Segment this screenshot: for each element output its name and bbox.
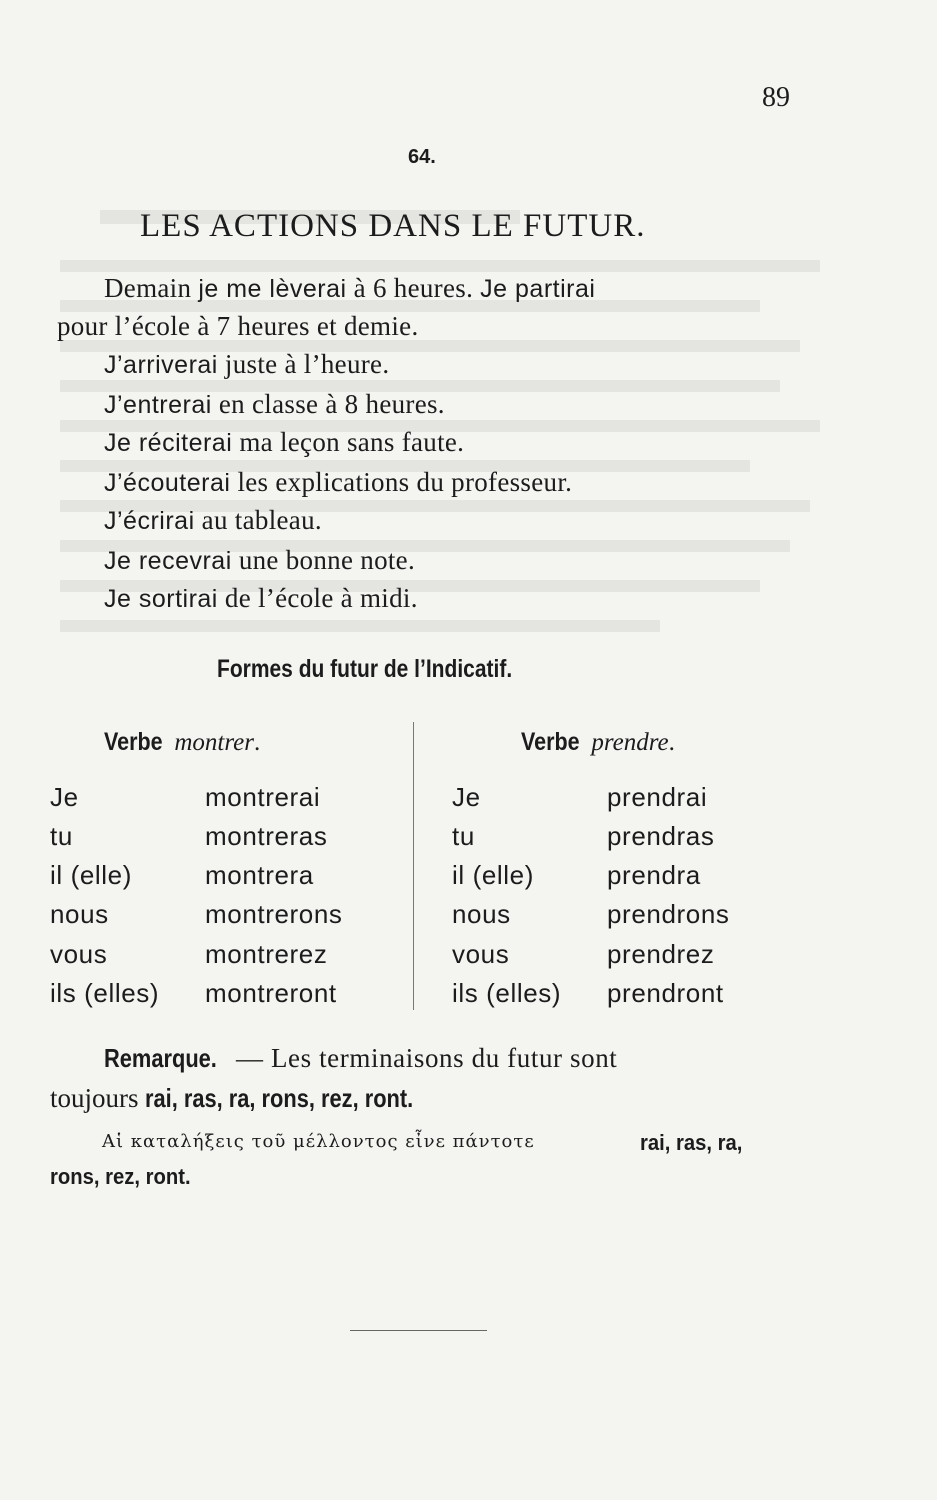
pronoun-cell: Je — [50, 782, 79, 812]
pronoun-cell: il (elle) — [50, 860, 132, 890]
verb-phrase: Je sortirai — [104, 585, 218, 613]
remark-text-2: toujours — [50, 1083, 146, 1113]
verb-form-cell: prendras — [607, 821, 715, 851]
paragraph-line — [104, 427, 464, 458]
forms-heading: Formes du futur de l’Indicatif. — [217, 655, 513, 683]
sentence-text: au tableau. — [194, 505, 322, 535]
verb-phrase: Je recevrai — [104, 547, 232, 575]
remark-line-1 — [104, 1043, 238, 1074]
verb-form-cell: montrerez — [205, 939, 328, 969]
paragraph-line — [57, 311, 419, 342]
pronoun-cell: il (elle) — [452, 860, 534, 890]
remark-text-1: — Les terminaisons du futur sont — [236, 1043, 618, 1073]
verb-form-cell: prendront — [607, 978, 724, 1008]
column-divider — [413, 722, 414, 1010]
greek-note-text: Αἱ καταλήξεις τοῦ μέλλοντος εἶνε πάντοτε — [102, 1131, 535, 1152]
paragraph-line — [104, 273, 595, 304]
remark-endings: rai, ras, ra, rons, rez, ront. — [145, 1083, 414, 1113]
pronoun-cell: tu — [50, 821, 73, 851]
verb-phrase: J’entrerai — [104, 391, 212, 419]
page-title: LES ACTIONS DANS LE FUTUR. — [140, 208, 646, 244]
sentence-text: les explications du professeur. — [230, 467, 573, 497]
verb-phrase: Je réciterai — [104, 429, 233, 457]
remark-label: Remarque. — [104, 1043, 217, 1073]
sentence-text: Demain — [104, 273, 199, 303]
sentence-text: une bonne note. — [231, 545, 416, 575]
verb-phrase: je me lèverai — [198, 275, 347, 303]
verb-form-cell: prendrons — [607, 899, 730, 929]
page-number: 89 — [762, 82, 790, 113]
verb-form-cell: prendrai — [607, 782, 708, 812]
verb-form-cell: prendra — [607, 860, 701, 890]
pronoun-cell: nous — [50, 899, 109, 929]
sentence-text: juste à l’heure. — [217, 349, 390, 379]
left-verb-header: Verbe montrer. — [104, 728, 261, 756]
verb-phrase: J’écrirai — [104, 507, 195, 535]
pronoun-cell: vous — [452, 939, 510, 969]
sentence-text: ma leçon sans faute. — [232, 427, 465, 457]
paragraph-line — [104, 389, 445, 420]
verb-form-cell: prendrez — [607, 939, 715, 969]
pronoun-cell: nous — [452, 899, 511, 929]
paragraph-line — [104, 467, 572, 498]
pronoun-cell: ils (elles) — [452, 978, 562, 1008]
pronoun-cell: Je — [452, 782, 481, 812]
pronoun-cell: tu — [452, 821, 475, 851]
sentence-text: de l’école à midi. — [217, 583, 418, 613]
verb-form-cell: montrera — [205, 860, 314, 890]
greek-note-endings-2: rons, rez, ront. — [50, 1164, 191, 1189]
left-verb-label: Verbe — [104, 728, 163, 756]
right-verb-name: prendre — [591, 729, 669, 756]
pronoun-cell: ils (elles) — [50, 978, 160, 1008]
paragraph-line — [104, 349, 389, 380]
sentence-text: à 6 heures. — [346, 273, 481, 303]
verb-form-cell: montreront — [205, 978, 337, 1008]
end-rule — [350, 1330, 487, 1331]
remark-line-2 — [50, 1083, 465, 1114]
verb-phrase: J’arriverai — [104, 351, 218, 379]
sentence-text: pour l’école à 7 heures et demie. — [57, 311, 419, 341]
paragraph-line — [104, 583, 418, 614]
right-verb-header: Verbe prendre. — [521, 728, 675, 756]
verb-phrase: Je partirai — [480, 275, 596, 303]
paragraph-line — [104, 505, 322, 536]
lesson-number: 64. — [408, 146, 436, 168]
right-verb-label: Verbe — [521, 728, 580, 756]
pronoun-cell: vous — [50, 939, 108, 969]
paragraph-line — [104, 545, 415, 576]
verb-form-cell: montrerons — [205, 899, 343, 929]
verb-phrase: J’écouterai — [104, 469, 231, 497]
verb-form-cell: montreras — [205, 821, 328, 851]
verb-form-cell: montrerai — [205, 782, 321, 812]
sentence-text: en classe à 8 heures. — [211, 389, 445, 419]
greek-note-endings-1: rai, ras, ra, — [640, 1130, 743, 1155]
left-verb-name: montrer — [174, 729, 254, 756]
